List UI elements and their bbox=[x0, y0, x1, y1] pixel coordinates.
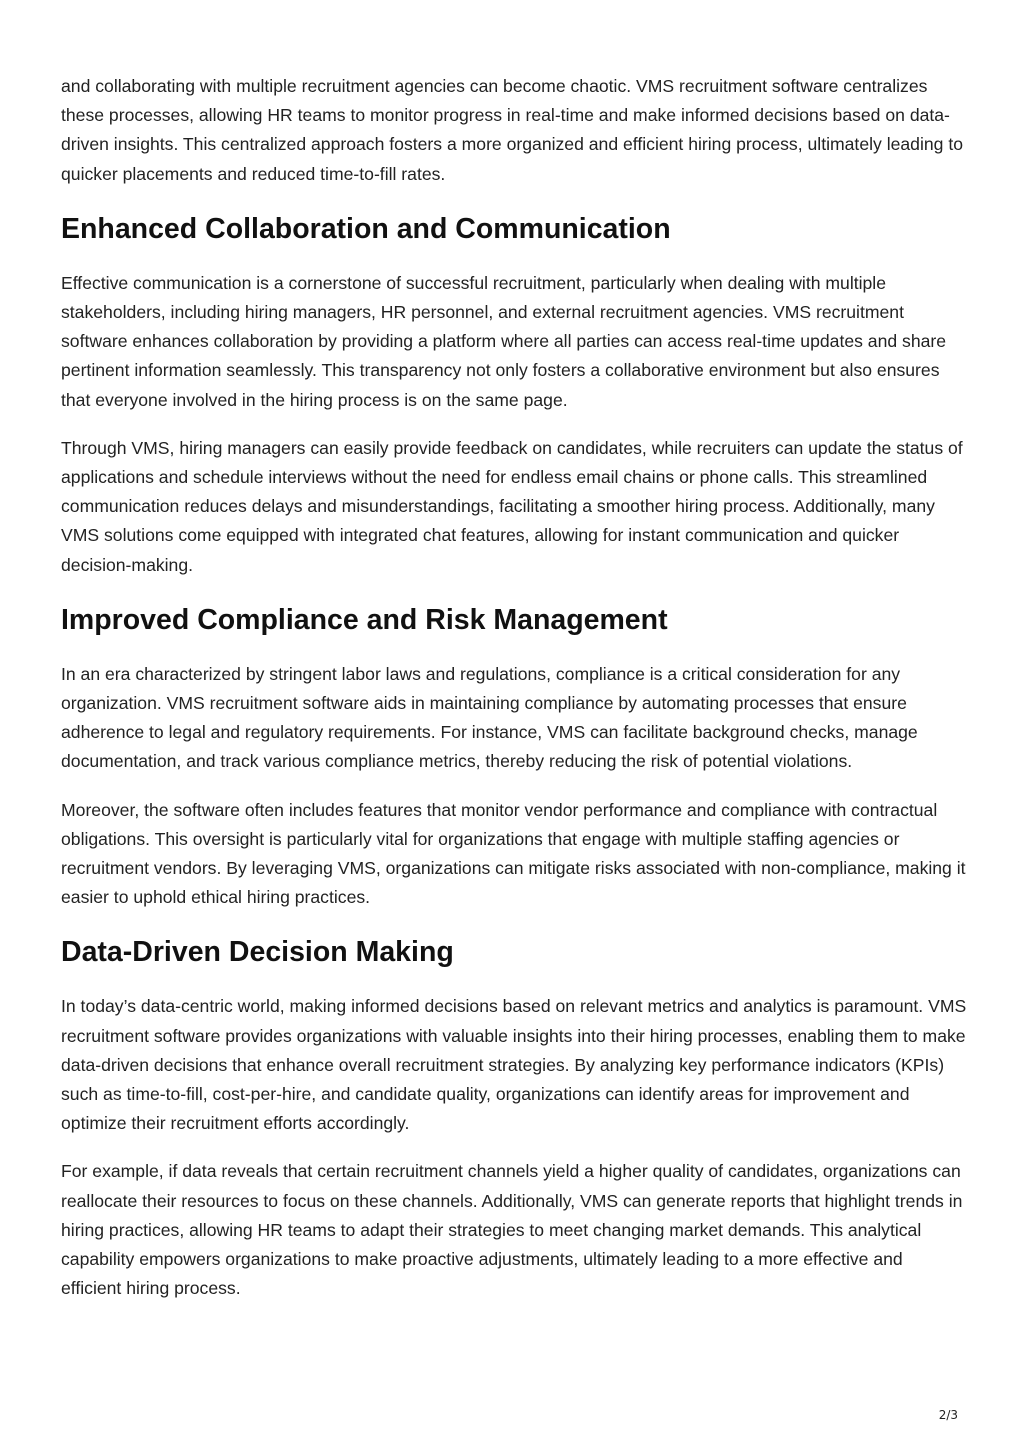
page-number: 2/3 bbox=[938, 1408, 958, 1422]
section-compliance bbox=[61, 602, 967, 913]
intro-block bbox=[61, 72, 967, 189]
document-page bbox=[61, 72, 967, 1304]
paragraph: In an era characterized by stringent labor laws and regulations, compliance is a critical consideration for any organization. VMS recruitment software aids in maintaining compliance by automating processes that ensure adherence to legal and regulatory requirements. For instance, VMS can facilitate background checks, manage documentation, and track various compliance metrics, thereby reducing the risk of potential violations. bbox=[61, 663, 918, 772]
section-heading-collaboration: Enhanced Collaboration and Communication bbox=[61, 212, 671, 245]
paragraph: Effective communication is a cornerstone of successful recruitment, particularly when dealing with multiple stakeholders, including hiring managers, HR personnel, and external recruitment agencies. VMS recruitment software enhances collaboration by providing a platform where all parties can access real-time updates and share pertinent information seamlessly. This transparency not only fosters a collaborative environment but also ensures that everyone involved in the hiring process is on the same page. bbox=[61, 272, 947, 410]
paragraph: In today’s data-centric world, making informed decisions based on relevant metrics and analytics is paramount. VMS recruitment software provides organizations with valuable insights into their hiring processes, enabling them to make data-driven decisions that enhance overall recruitment strategies. By analyzing key performance indicators (KPIs) such as time-to-fill, cost-per-hire, and candidate quality, organizations can identify areas for improvement and optimize their recruitment efforts accordingly. bbox=[61, 996, 967, 1134]
paragraph: Moreover, the software often includes features that monitor vendor performance and compliance with contractual obligations. This oversight is particularly vital for organizations that engage with multiple staffing agencies or recruitment vendors. By leveraging VMS, organizations can mitigate risks associated with non-compliance, making it easier to uphold ethical hiring practices. bbox=[61, 799, 966, 908]
section-data-driven bbox=[61, 934, 967, 1303]
section-heading-compliance: Improved Compliance and Risk Management bbox=[61, 603, 668, 636]
section-heading-data-driven: Data-Driven Decision Making bbox=[61, 936, 454, 969]
intro-paragraph: and collaborating with multiple recruitment agencies can become chaotic. VMS recruitment software centralizes these processes, allowing HR teams to monitor progress in real-time and make informed decisions based on data-driven insights. This centralized approach fosters a more organized and efficient hiring process, ultimately leading to quicker placements and reduced time-to-fill rates. bbox=[61, 76, 964, 184]
section-collaboration bbox=[61, 211, 967, 580]
paragraph: For example, if data reveals that certain recruitment channels yield a higher quality of candidates, organizations can reallocate their resources to focus on these channels. Additionally, VMS can generate reports that highlight trends in hiring practices, allowing HR teams to adapt their strategies to meet changing market demands. This analytical capability empowers organizations to make proactive adjustments, ultimately leading to a more effective and efficient hiring process. bbox=[61, 1161, 963, 1299]
paragraph: Through VMS, hiring managers can easily provide feedback on candidates, while recruiters can update the status of applications and schedule interviews without the need for endless email chains or phone calls. This streamlined communication reduces delays and misunderstandings, facilitating a smoother hiring process. Additionally, many VMS solutions come equipped with integrated chat features, allowing for instant communication and quicker decision-making. bbox=[61, 437, 963, 575]
